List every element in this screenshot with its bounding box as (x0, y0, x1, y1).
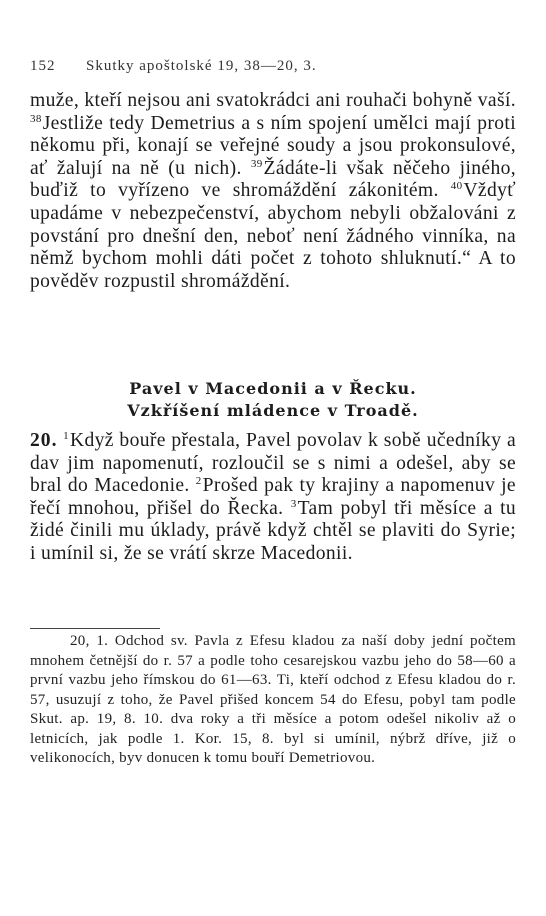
verse-number-39: 39 (250, 157, 263, 170)
footnote-divider (30, 628, 160, 629)
verse-37-end-text: muže, kteří nejsou ani svatokrádci ani rouhači bohyně vaší. (30, 90, 516, 111)
verse-2-text: Prošed pak ty krajiny a napomenuv je řečí mnohou, přišel do Řecka. (30, 475, 516, 519)
verse-3-text: Tam pobyl tři měsíce a tu židé činili mu úklady, právě když chtěl se plaviti do Syrie; i umínil si, že se vrátí skrze Macedonii. (30, 497, 517, 564)
verse-number-2: 2 (195, 475, 202, 488)
verse-39-text: Žádáte-li však něčeho jiného, buďiž to vyřízeno ve shromáždění zákonitém. (30, 157, 517, 202)
main-paragraph (30, 90, 516, 293)
running-title: Skutky apoštolské 19, 38—20, 3. (86, 58, 317, 74)
verse-number-3: 3 (290, 497, 297, 510)
verse-number-40: 40 (450, 180, 463, 193)
section-heading-line-2: Vzkříšení mládence v Troadě. (127, 401, 419, 420)
verse-number-1: 1 (63, 430, 69, 442)
chapter-number: 20. (30, 430, 58, 451)
running-head (30, 58, 500, 75)
verse-38-text: Jestliže tedy Demetrius a s ním spojení umělci mají proti někomu při, konají se veřejné soudy a jsou prokonsulové, ať žalují na ně (u nich). (30, 112, 516, 179)
verse-number-38: 38 (30, 112, 42, 125)
chapter-paragraph (30, 430, 516, 566)
verse-1-text: Když bouře přestala, Pavel povolav k sobě učedníky a dav jim napomenutí, rozloučil se s nimi a odešel, aby se bral do Macedonie. (30, 430, 516, 497)
page-number: 152 (30, 58, 56, 74)
footnote: 20, 1. Odchod sv. Pavla z Efesu kladou za naší doby jední počtem mnohem četnější do r. 57 a podle toho cesarejskou vazbu jeho do 58—60 a první vazbu jeho římskou do 61—63. Ti, kteří odchod z Efesu kladou do r. 57, usuzují z toho, že Pavel přišed koncem 54 do Efesu, pobyl tam podle Skut. ap. 19, 8. 10. dva roky a tři měsíce a potom odešel nikoliv až o letnicích, jak podle 1. Kor. 15, 8. byl si umínil, nýbrž dříve, již o velikonocích, byv donucen k tomu bouří Demetriovou. (30, 633, 516, 766)
section-heading-line-1: Pavel v Macedonii a v Řecku. (129, 379, 417, 398)
verse-40-text: Vždyť upadáme v nebezpečenství, abychom nebyli obžalováni z povstání pro dnešní den, neboť není žádného vinníka, na němž bychom mohli dáti počet z tohoto shluknutí.“ A to pověděv rozpustil shromáždění. (30, 180, 516, 292)
section-heading (30, 378, 516, 422)
